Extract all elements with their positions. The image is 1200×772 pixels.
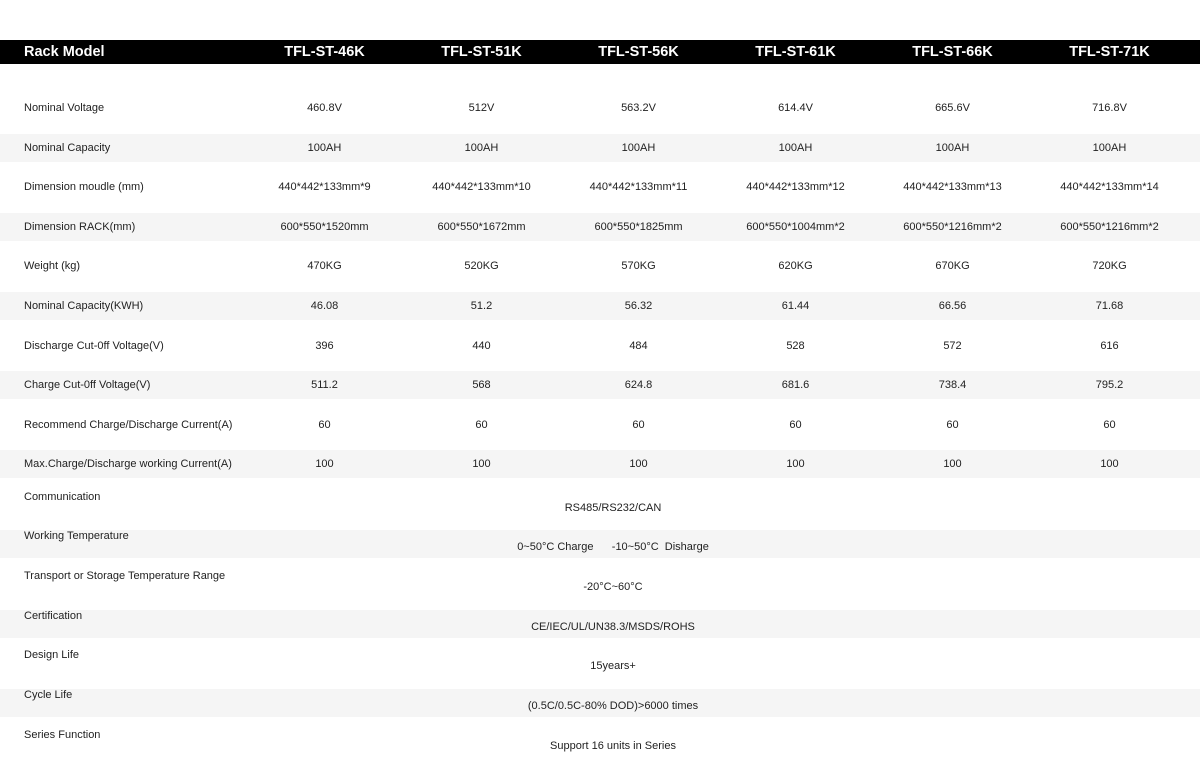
table-row <box>0 689 1200 717</box>
row-label: Discharge Cut-0ff Voltage(V) <box>24 340 164 352</box>
row-value: 440*442*133mm*10 <box>432 181 531 193</box>
table-row <box>0 570 1200 598</box>
row-label: Weight (kg) <box>24 260 81 272</box>
row-value: 440*442*133mm*13 <box>903 181 1002 193</box>
row-label: Cycle Life <box>24 689 73 701</box>
row-value: 100AH <box>778 142 813 154</box>
row-value: 670KG <box>935 260 970 272</box>
row-value: 568 <box>472 379 491 391</box>
row-value: 600*550*1216mm*2 <box>903 221 1002 233</box>
row-value: 460.8V <box>307 102 342 114</box>
row-value: 520KG <box>464 260 499 272</box>
row-value: 681.6 <box>781 379 810 391</box>
table-row <box>0 213 1200 241</box>
row-value: 614.4V <box>778 102 813 114</box>
row-label: Nominal Voltage <box>24 102 105 114</box>
row-value: 484 <box>629 340 648 352</box>
table-row <box>0 173 1200 201</box>
row-value: 100AH <box>307 142 342 154</box>
row-label: Working Temperature <box>24 530 129 542</box>
table-row <box>0 610 1200 638</box>
table-row <box>0 134 1200 162</box>
row-label: Series Function <box>24 729 101 741</box>
row-value: 60 <box>475 419 488 431</box>
row-label: Communication <box>24 491 101 503</box>
header-model: TFL-ST-61K <box>755 44 836 60</box>
table-row <box>0 332 1200 360</box>
row-value: 56.32 <box>624 300 653 312</box>
header-model: TFL-ST-56K <box>598 44 679 60</box>
row-value: 665.6V <box>935 102 970 114</box>
row-value: 440 <box>472 340 491 352</box>
header-model: TFL-ST-71K <box>1069 44 1150 60</box>
row-value: 440*442*133mm*12 <box>746 181 845 193</box>
row-value: 795.2 <box>1095 379 1124 391</box>
row-value: 60 <box>946 419 959 431</box>
row-value: 100 <box>943 458 962 470</box>
row-value: 620KG <box>778 260 813 272</box>
row-value: 46.08 <box>310 300 339 312</box>
row-label: Dimension moudle (mm) <box>24 181 144 193</box>
row-value: 100 <box>1100 458 1119 470</box>
row-value: 71.68 <box>1095 300 1124 312</box>
row-value: 51.2 <box>470 300 493 312</box>
merged-value: (0.5C/0.5C-80% DOD)>6000 times <box>527 700 699 712</box>
row-label: Transport or Storage Temperature Range <box>24 570 226 582</box>
row-label: Charge Cut-0ff Voltage(V) <box>24 379 151 391</box>
row-value: 528 <box>786 340 805 352</box>
row-value: 60 <box>1103 419 1116 431</box>
table-row <box>0 252 1200 280</box>
row-value: 738.4 <box>938 379 967 391</box>
row-value: 572 <box>943 340 962 352</box>
row-value: 66.56 <box>938 300 967 312</box>
header-model: TFL-ST-46K <box>284 44 365 60</box>
row-value: 616 <box>1100 340 1119 352</box>
row-value: 720KG <box>1092 260 1127 272</box>
merged-value: 15years+ <box>590 660 636 672</box>
row-value: 624.8 <box>624 379 653 391</box>
row-value: 100 <box>629 458 648 470</box>
table-row <box>0 94 1200 122</box>
table-row <box>0 649 1200 677</box>
merged-value: Support 16 units in Series <box>550 740 676 752</box>
row-value: 61.44 <box>781 300 810 312</box>
merged-value: RS485/RS232/CAN <box>564 502 662 514</box>
merged-value: 0~50°C Charge -10~50°C Disharge <box>517 541 709 553</box>
row-value: 600*550*1216mm*2 <box>1060 221 1159 233</box>
merged-value: CE/IEC/UL/UN38.3/MSDS/ROHS <box>531 621 695 633</box>
row-value: 60 <box>632 419 645 431</box>
row-label: Dimension RACK(mm) <box>24 221 136 233</box>
row-value: 60 <box>789 419 802 431</box>
table-row <box>0 371 1200 399</box>
table-header <box>0 40 1200 64</box>
header-model: TFL-ST-66K <box>912 44 993 60</box>
header-model: TFL-ST-51K <box>441 44 522 60</box>
row-value: 440*442*133mm*14 <box>1060 181 1159 193</box>
table-row <box>0 411 1200 439</box>
row-value: 100AH <box>621 142 656 154</box>
table-row <box>0 292 1200 320</box>
row-label: Recommend Charge/Discharge Current(A) <box>24 419 233 431</box>
row-value: 600*550*1520mm <box>280 221 369 233</box>
row-value: 470KG <box>307 260 342 272</box>
table-row <box>0 729 1200 757</box>
row-value: 600*550*1004mm*2 <box>746 221 845 233</box>
row-value: 60 <box>318 419 331 431</box>
row-value: 512V <box>468 102 495 114</box>
row-label: Certification <box>24 610 83 622</box>
spec-table <box>0 40 1200 752</box>
table-row <box>0 491 1200 519</box>
row-label: Max.Charge/Discharge working Current(A) <box>24 458 232 470</box>
row-value: 100AH <box>1092 142 1127 154</box>
row-value: 100 <box>315 458 334 470</box>
row-value: 570KG <box>621 260 656 272</box>
table-row <box>0 450 1200 478</box>
row-value: 100AH <box>935 142 970 154</box>
row-value: 100 <box>472 458 491 470</box>
row-label: Nominal Capacity(KWH) <box>24 300 144 312</box>
row-value: 440*442*133mm*9 <box>278 181 371 193</box>
row-value: 100 <box>786 458 805 470</box>
row-value: 396 <box>315 340 334 352</box>
row-value: 511.2 <box>311 379 338 391</box>
row-label: Design Life <box>24 649 80 661</box>
header-label: Rack Model <box>24 44 105 60</box>
row-value: 600*550*1825mm <box>594 221 683 233</box>
row-value: 440*442*133mm*11 <box>589 181 688 193</box>
table-row <box>0 530 1200 558</box>
row-value: 563.2V <box>621 102 656 114</box>
row-value: 716.8V <box>1092 102 1127 114</box>
row-value: 100AH <box>464 142 499 154</box>
row-label: Nominal Capacity <box>24 142 111 154</box>
merged-value: -20°C~60°C <box>583 581 643 593</box>
row-value: 600*550*1672mm <box>437 221 526 233</box>
